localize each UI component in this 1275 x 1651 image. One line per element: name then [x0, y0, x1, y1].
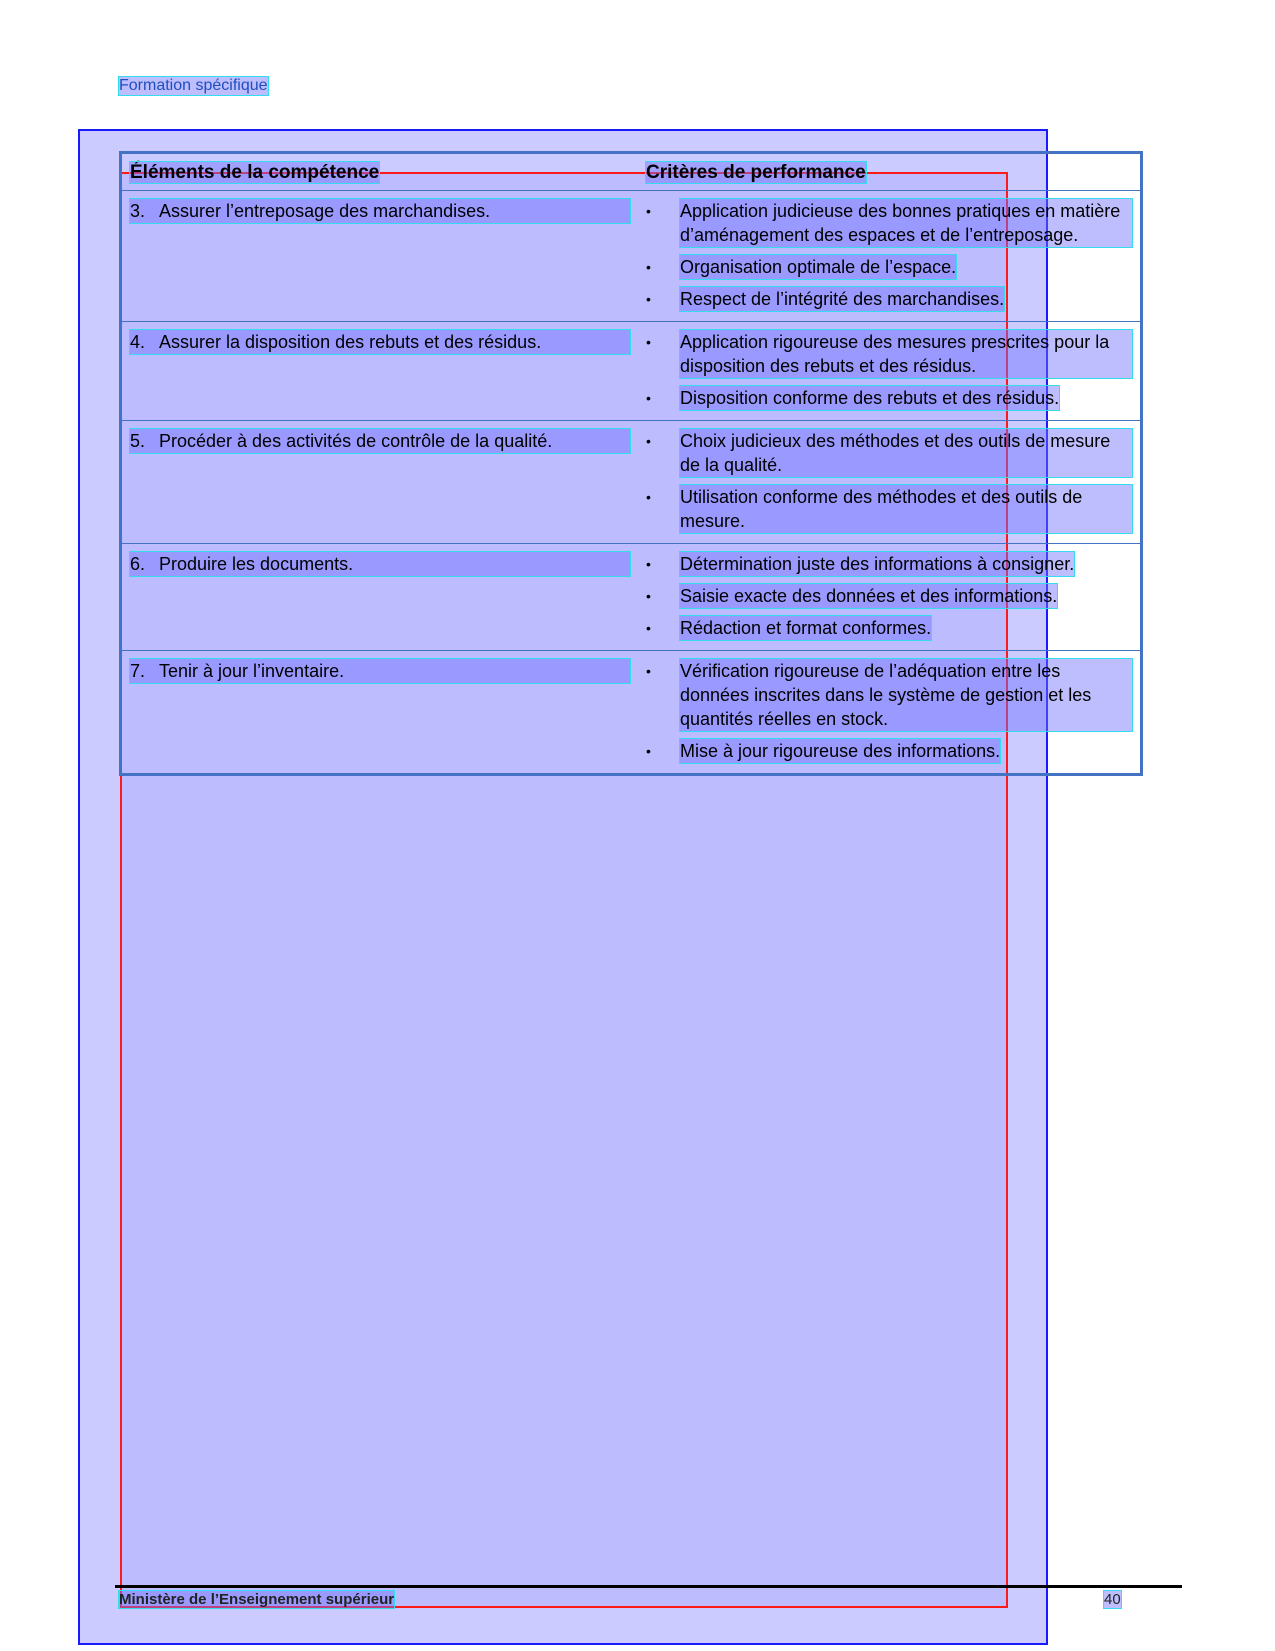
- element-number: 5.: [130, 431, 146, 451]
- bullet-icon: •: [646, 291, 651, 307]
- bullet-icon: •: [646, 259, 651, 275]
- bullet-icon: •: [646, 663, 651, 679]
- element-item: [130, 429, 630, 453]
- bullet-icon: •: [646, 203, 651, 219]
- competence-table: [119, 151, 1143, 776]
- table-row: [121, 544, 1142, 651]
- element-number: 7.: [130, 661, 146, 681]
- criterion-item: [646, 255, 1132, 279]
- criterion-item: [646, 330, 1132, 378]
- bullet-icon: •: [646, 334, 651, 350]
- element-item: [130, 659, 630, 683]
- column-header-elements: Éléments de la compétence: [130, 162, 380, 183]
- element-text: Tenir à jour l’inventaire.: [159, 661, 345, 681]
- criterion-item: [646, 584, 1132, 608]
- criterion-item: [646, 616, 1132, 640]
- table-row: [121, 322, 1142, 421]
- element-item: [130, 330, 630, 354]
- bullet-icon: •: [646, 489, 651, 505]
- criterion-text: Disposition conforme des rebuts et des résidus.: [680, 388, 1060, 408]
- criterion-item: [646, 485, 1132, 533]
- criterion-text: Application rigoureuse des mesures prescrites pour la disposition des rebuts et des résidus.: [680, 330, 1132, 378]
- element-number: 3.: [130, 201, 146, 221]
- bullet-icon: •: [646, 743, 651, 759]
- criterion-text: Détermination juste des informations à consigner.: [680, 554, 1075, 574]
- footer-rule: [115, 1585, 1182, 1588]
- criterion-text: Choix judicieux des méthodes et des outils de mesure de la qualité.: [680, 429, 1132, 477]
- criterion-text: Utilisation conforme des méthodes et des outils de mesure.: [680, 485, 1132, 533]
- element-item: [130, 552, 630, 576]
- element-number: 6.: [130, 554, 146, 574]
- criterion-item: [646, 739, 1132, 763]
- criterion-text: Vérification rigoureuse de l’adéquation entre les données inscrites dans le système de gestion et les quantités réelles en stock.: [680, 659, 1132, 731]
- element-text: Assurer l’entreposage des marchandises.: [159, 201, 491, 221]
- element-text: Assurer la disposition des rebuts et des résidus.: [159, 332, 542, 352]
- criterion-item: [646, 386, 1132, 410]
- criteria-list: [646, 429, 1132, 533]
- bullet-icon: •: [646, 620, 651, 636]
- criterion-text: Mise à jour rigoureuse des informations.: [680, 741, 1001, 761]
- criteria-list: [646, 199, 1132, 311]
- criterion-text: Rédaction et format conformes.: [680, 618, 932, 638]
- bullet-icon: •: [646, 390, 651, 406]
- criterion-text: Organisation optimale de l’espace.: [680, 257, 957, 277]
- element-item: [130, 199, 630, 223]
- page-header: Formation spécifique: [119, 77, 268, 94]
- table-row: [121, 191, 1142, 322]
- bullet-icon: •: [646, 588, 651, 604]
- criteria-list: [646, 552, 1132, 640]
- element-text: Procéder à des activités de contrôle de la qualité.: [159, 431, 553, 451]
- criterion-text: Application judicieuse des bonnes pratiques en matière d’aménagement des espaces et de l’entreposage.: [680, 199, 1132, 247]
- criterion-item: [646, 287, 1132, 311]
- criterion-item: [646, 552, 1132, 576]
- bullet-icon: •: [646, 433, 651, 449]
- criteria-list: [646, 330, 1132, 410]
- criterion-text: Respect de l’intégrité des marchandises.: [680, 289, 1005, 309]
- page-number: 40: [1104, 1591, 1121, 1608]
- footer-ministry: Ministère de l’Enseignement supérieur: [119, 1591, 395, 1608]
- column-header-criteria: Critères de performance: [646, 162, 866, 183]
- element-text: Produire les documents.: [159, 554, 354, 574]
- table-row: [121, 651, 1142, 775]
- table-row: [121, 421, 1142, 544]
- criterion-item: [646, 199, 1132, 247]
- criterion-item: [646, 429, 1132, 477]
- element-number: 4.: [130, 332, 146, 352]
- criterion-item: [646, 659, 1132, 731]
- criterion-text: Saisie exacte des données et des informations.: [680, 586, 1058, 606]
- bullet-icon: •: [646, 556, 651, 572]
- criteria-list: [646, 659, 1132, 763]
- table-header-row: [121, 153, 1142, 191]
